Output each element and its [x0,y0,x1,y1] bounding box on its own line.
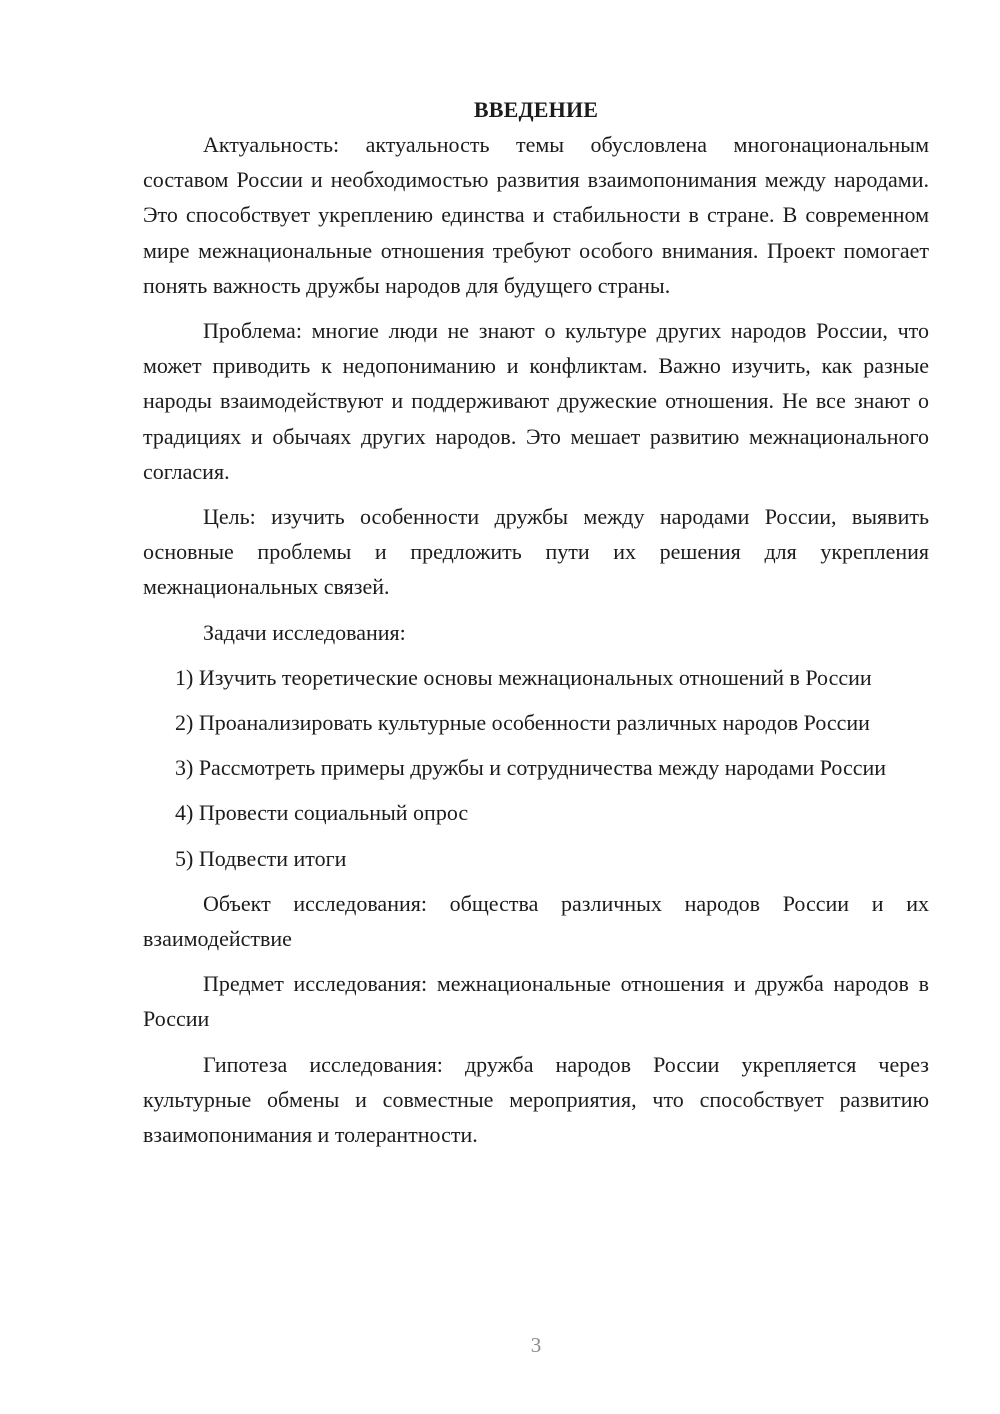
paragraph-object: Объект исследования: общества различных народов России и их взаимодействие [143,890,929,952]
list-item: 1) Изучить теоретические основы межнациональных отношений в России [175,664,872,690]
document-page [143,92,929,1152]
paragraph-problem: Проблема: многие люди не знают о культуре других народов России, что может приводить к недопониманию и конфликтам. Важно изучить, как разные народы взаимодействуют и поддерживают дружеские отношения. Не все знают о традициях и обычаях других народов. Это мешает развитию межнационального согласия. [143,318,929,484]
paragraph-goal: Цель: изучить особенности дружбы между народами России, выявить основные проблемы и предложить пути их решения для укрепления межнациональных связей. [143,504,929,600]
list-item: 4) Провести социальный опрос [175,800,469,826]
page-number: 3 [530,1333,542,1357]
tasks-list [143,660,929,876]
tasks-heading: Задачи исследования: [203,619,406,645]
paragraph-hypothesis: Гипотеза исследования: дружба народов России укрепляется через культурные обмены и совместные мероприятия, что способствует развитию взаимопонимания и толерантности. [143,1051,929,1148]
list-item: 2) Проанализировать культурные особенности различных народов России [175,710,870,736]
section-title: ВВЕДЕНИЕ [473,97,599,122]
list-item: 3) Рассмотреть примеры дружбы и сотрудничества между народами России [175,755,887,781]
paragraph-relevance: Актуальность: актуальность темы обусловлена многонациональным составом России и необходимостью развития взаимопонимания между народами. Это способствует укреплению единства и стабильности в стране. В современном мире межнациональные отношения требуют особого внимания. Проект помогает понять важность дружбы народов для будущего страны. [143,132,929,298]
paragraph-subject: Предмет исследования: межнациональные отношения и дружба народов в России [143,971,929,1032]
list-item: 5) Подвести итоги [175,845,347,871]
